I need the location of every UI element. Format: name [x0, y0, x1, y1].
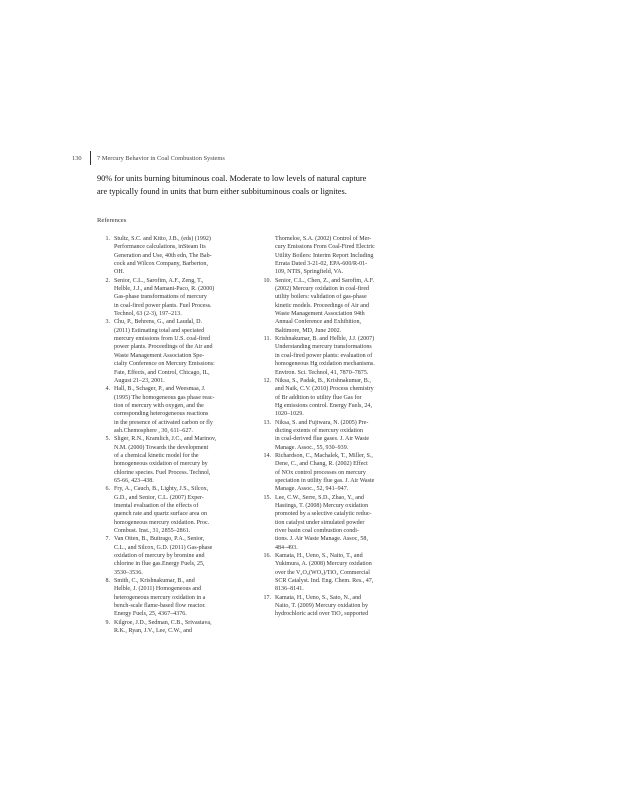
reference-number: 17.	[263, 594, 271, 601]
reference-item	[97, 435, 272, 485]
reference-text: Smith, C., Krishnakumar, B., and Helble, J. (2011) Homogeneous and heterogeneous mercury oxidation in a bench-scale flame-based flow reactor. Energy Fuels, 25, 4367–4376.	[114, 578, 206, 618]
references-right-column	[258, 235, 433, 619]
reference-number: 8.	[105, 578, 110, 585]
reference-text: Richardson, C., Machalek, T., Miller, S., Dene, C., and Chang, R. (2002) Effect of NOx control processes on mercury speciation in utility flue gas. J. Air Waste Manage. Assoc., 52, 941–947.	[275, 452, 375, 493]
page-number: 130	[72, 154, 82, 162]
intro-paragraph: 90% for units burning bituminous coal. Moderate to low levels of natural capture are typically found in units that burn either subbituminous coals or lignites.	[97, 174, 367, 196]
reference-text: Stultz, S.C. and Kitto, J.B., (eds) (1992) Performance calculations, inSteam Its Generation and Use, 40th edn, The Bab- cock and Wilcox Company, Barberton, OH.	[114, 236, 212, 276]
reference-item	[97, 535, 272, 577]
reference-text: Senior, C.L., Sarofim, A.F., Zeng, T., Helble, J.J., and Mamani-Paco, R. (2000) Gas-phase transformations of mercury in coal-fired power plants. Fuel Process. Technol, 63 (2-3), 197–213.	[114, 277, 215, 318]
reference-item	[97, 235, 272, 277]
reference-text: Van Otten, B., Buitrago, P.A., Senior, C.L., and Silcox, G.D. (2011) Gas-phase oxidation of mercury by bromine and chlorine in flue gas.Energy Fuels, 25, 3530–3536.	[114, 536, 213, 576]
references-left-column	[97, 235, 272, 636]
reference-item	[97, 485, 272, 535]
reference-item	[258, 552, 433, 594]
reference-item	[258, 452, 433, 494]
reference-text: Lee, C.W., Serre, S.D., Zhao, Y., and Hastings, T. (2008) Mercury oxidation promoted by a selective catalytic reduc- tion catalyst under simulated powder river basin coal combustion condi- tions. J. Air Waste Manage. Assoc, 58, 484–493.	[275, 494, 372, 551]
reference-text: Kamata, H., Ueno, S., Naito, T., and Yukimura, A. (2008) Mercury oxidation over the V₂O₅(WO₃)/TiO₂ Commercial SCR Catalyst. Ind. Eng. Chem. Res., 47, 8136–8141.	[275, 553, 374, 593]
reference-number: 9.	[105, 619, 110, 626]
reference-text: Kamata, H., Ueno, S., Sato, N., and Naito, T. (2009) Mercury oxidation by hydrochloric acid over TiO₂ supported	[275, 594, 369, 618]
reference-number: 15.	[263, 494, 271, 501]
header-divider	[90, 151, 91, 165]
reference-number: 12.	[263, 377, 271, 384]
reference-text: Niksa, S. and Fujiwara, N. (2005) Pre- dicting extents of mercury oxidation in coal-derived flue gases. J. Air Waste Manage. Assoc., 55, 930–939.	[275, 419, 370, 451]
reference-number: 5.	[105, 436, 110, 443]
reference-text: Sliger, R.N., Kramlich, J.C., and Marinov, N.M. (2000) Towards the development of a chemical kinetic model for the homogeneous oxidation of mercury by chlorine species. Fuel Process. Technol, 65-66, 423–438.	[114, 436, 217, 484]
reference-number: 11.	[263, 336, 271, 343]
reference-number: 16.	[263, 553, 271, 560]
reference-item	[97, 385, 272, 435]
reference-item	[258, 335, 433, 377]
reference-item	[258, 377, 433, 419]
reference-text: Fry, A., Cauch, B., Lighty, J.S., Silcox, G.D., and Senior, C.L. (2007) Exper- imental evaluation of the effects of quench rate and quartz surface area on homogeneous mercury oxidation. Proc. Combust. Inst., 31, 2855–2861.	[114, 486, 210, 535]
reference-item	[258, 494, 433, 552]
reference-text: Kilgroe, J.D., Sedman, C.B., Srivastava, R.K., Ryan, J.V., Lee, C.W., and	[114, 619, 212, 635]
reference-number: 4.	[105, 386, 110, 393]
reference-number: 10.	[263, 277, 271, 284]
reference-text: Senior, C.L., Chen, Z., and Sarofim, A.F. (2002) Mercury oxidation in coal-fired utility boilers: validation of gas-phase kinetic models. Proceedings of Air and Waste Management Association 94th Annual Conference and Exhibition, Baltimore, MD, June 2002.	[275, 277, 375, 334]
references-heading: References	[97, 217, 127, 224]
reference-item	[97, 577, 272, 619]
reference-text: Chu, P., Behrens, G., and Laudal, D. (2011) Estimating total and speciated mercury emissions from U.S. coal-fired power plants. Proceedings of the Air and Waste Management Association Spe- cialty Conference on Mercury Emissions: Fate, Effects, and Control, Chicago, IL, August 21–23, 2001.	[114, 319, 215, 384]
reference-item	[97, 318, 272, 385]
reference-number: 14.	[263, 452, 271, 459]
reference-item	[97, 619, 272, 636]
reference-number: 1.	[105, 236, 110, 242]
reference-number: 3.	[105, 319, 110, 326]
reference-item	[258, 419, 433, 452]
reference-text: Niksa, S., Padak, B., Krishnakumar, B., and Naik, C.V. (2010) Process chemistry of Br addition to utility flue Gas for Hg emissions control. Energy Fuels, 24, 1020–1029.	[275, 377, 374, 418]
reference-item	[97, 277, 272, 319]
reference-text: Krishnakumar, B. and Helble, J.J. (2007) Understanding mercury transformations in coal-fired power plants: evaluation of homogeneous Hg oxidation mechanisms. Environ. Sci. Technol, 41, 7870–7875.	[275, 336, 375, 376]
reference-number: 2.	[105, 277, 110, 284]
page-header	[72, 151, 552, 165]
reference-item	[258, 277, 433, 335]
reference-continuation: Thorneloe, S.A. (2002) Control of Mer- cury Emissions From Coal-Fired Electric Utility Boilers: Interim Report Including Errata Dated 3-21-02, EPA-600/R-01- 109, NTIS, Springfield, VA.	[275, 236, 375, 276]
reference-number: 7.	[105, 536, 110, 543]
chapter-title: 7 Mercury Behavior in Coal Combustion Systems	[97, 154, 225, 162]
reference-number: 13.	[263, 419, 271, 426]
reference-number: 6.	[105, 486, 110, 493]
reference-text: Hall, B., Schager, P., and Weesmaa, J. (1995) The homogeneous gas phase reac- tion of mercury with oxygen, and the corresponding heterogeneous reactions in the presence of activated carbon or fly ash.Chemosphere , 30, 611–627.	[114, 386, 215, 434]
reference-item	[258, 594, 433, 619]
